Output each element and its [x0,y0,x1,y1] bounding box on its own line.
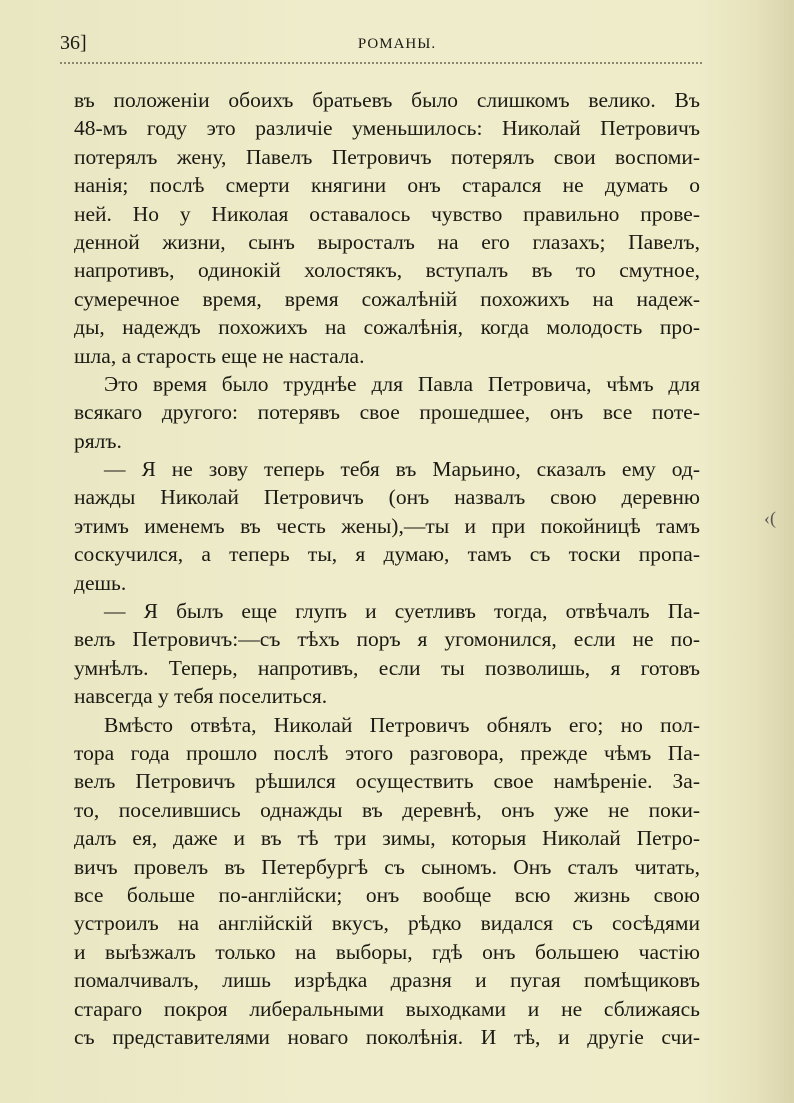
text-line: велъ Петровичъ рѣшился осуществить свое намѣреніе. За- [74,769,700,794]
text-line: стараго покроя либеральными выходками и не сближаясь [74,996,700,1021]
text-line: велъ Петровичъ:—съ тѣхъ поръ я угомонился, если не по- [74,627,700,652]
text-line: потерялъ жену, Павелъ Петровичъ потерялъ свои воспоми- [74,144,700,169]
text-line: и выѣзжалъ только на выборы, гдѣ онъ большею частію [74,939,700,964]
text-line: ней. Но у Николая оставалось чувство правильно прове- [74,201,700,226]
text-line: сумеречное время, время сожалѣній похожихъ на надеж- [74,286,700,311]
running-title: РОМАНЫ. [357,36,437,52]
text-line: денной жизни, сынъ выросталъ на его глазахъ; Павелъ, [74,229,700,254]
header-rule [60,62,702,64]
text-line: тора года прошло послѣ этого разговора, прежде чѣмъ Па- [74,740,700,765]
text-line: — Я не зову теперь тебя въ Марьино, сказалъ ему од- [104,457,700,482]
text-line: съ представителями новаго поколѣнія. И тѣ, и другіе счи- [74,1024,700,1049]
text-line: ды, надеждъ похожихъ на сожалѣнія, когда молодость про- [74,315,700,340]
text-line: 48-мъ году это различіе уменьшилось: Николай Петровичъ [74,116,700,141]
text-line: Вмѣсто отвѣта, Николай Петровичъ обнялъ его; но пол- [104,712,700,737]
text-line: вичъ провелъ въ Петербургѣ съ сыномъ. Онъ сталъ читать, [74,854,700,879]
text-line: устроилъ на англійскій вкусъ, рѣдко видался съ сосѣдями [74,911,700,936]
text-line: шла, а старость еще не настала. [74,343,365,368]
text-line: навсегда у тебя поселиться. [74,684,328,709]
text-line: въ положеніи обоихъ братьевъ было слишкомъ велико. Въ [74,88,700,112]
text-line: соскучился, а теперь ты, я думаю, тамъ съ тоски пропа- [74,542,700,567]
text-line: этимъ именемъ въ честь жены),—ты и при покойницѣ тамъ [74,513,700,538]
page-number: 36] [60,32,87,54]
text-line: дешь. [74,570,127,595]
text-line: нанія; послѣ смерти княгини онъ старался не думать о [74,173,700,198]
text-line: помалчивалъ, лишь изрѣдка дразня и пугая помѣщиковъ [74,968,700,993]
text-line: — Я былъ еще глупъ и суетливъ тогда, отвѣчалъ Па- [104,599,700,624]
text-line: все больше по-англійски; онъ вообще всю жизнь свою [74,882,700,907]
text-line: далъ ея, даже и въ тѣ три зимы, которыя Николай Петро- [74,826,700,851]
text-line: то, поселившись однажды въ деревнѣ, онъ уже не поки- [74,797,700,822]
margin-mark: ‹( [764,508,776,528]
text-line: умнѣлъ. Теперь, напротивъ, если ты позволишь, я готовъ [74,655,700,680]
text-line: Это время было труднѣе для Павла Петровича, чѣмъ для [104,371,700,396]
body-text [74,86,700,1051]
text-line: нажды Николай Петровичъ (онъ назвалъ свою деревню [74,485,700,510]
text-line: напротивъ, одинокій холостякъ, вступалъ въ то смутное, [74,258,700,283]
text-line: всякаго другого: потерявъ свое прошедшее, онъ все поте- [74,400,700,425]
text-line: рялъ. [74,428,122,453]
